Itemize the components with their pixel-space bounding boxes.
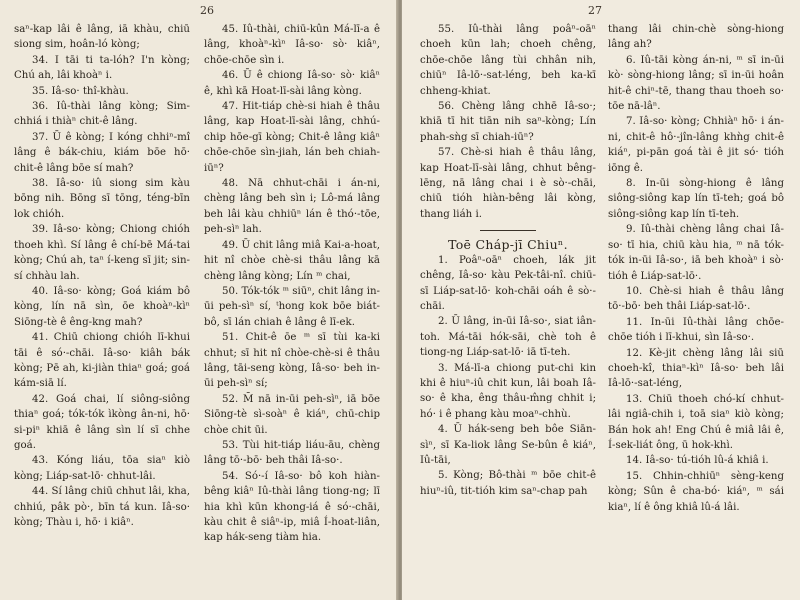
verse: 38. Iâ-so· iû siong sim kàu bōng nih. Bōng sī tōng, téng-bīn lok chióh. xyxy=(14,178,190,220)
verse: 35. Iâ-so· thî-khàu. xyxy=(32,85,129,97)
verse: 55. Iû-thài lâng poâⁿ-oāⁿ choeh kūn lah; choeh chêng, chōe-chōe lâng tùi chhân nih, chiūⁿ Iâ-lō·-sat-léng, beh ka-kī chheng-khiat. xyxy=(420,24,596,97)
verse: 7. Iâ-so· kòng; Chhiàⁿ hō· i án-ni, chit-ê hô·-jîn-lâng khǹg chit-ê kiáⁿ, pi-pān goá tài ê jit só· tióh iōng ê. xyxy=(608,116,784,174)
verse: 8. In-ūi sòng-hiong ê lâng siông-siông kap lín tī-teh; goá bô siông-siông kap lín tī-teh. xyxy=(608,178,784,220)
verse: 3. Má-lī-a chiong put-chi kin khi ê hiuⁿ-iû chit kun, lâi boah Iâ-so· ê kha, êng thâu-m̂ng chhit i; hó· i ê phang kàu moaⁿ-chhù. xyxy=(420,362,596,420)
verse: 49. Ū chit lâng miâ Kai-a-hoat, hit nî chòe chè-si thâu lâng kā chèng lâng kòng; Lín ᵐ chai, xyxy=(204,239,381,282)
right-column-1 xyxy=(420,22,596,499)
verse: 43. Kóng liáu, tōa siaⁿ kiò kòng; Liáp-sat-lō· chhut-lâi. xyxy=(14,455,190,482)
verse: 14. Iâ-so· tú-tióh lû-á khiâ i. xyxy=(626,455,769,467)
verse: 44. Sí lâng chiū chhut lâi, kha, chhiú, pâk pò·, bīn tá kun. Iâ-so· kòng; Thàu i, hō· i kiâⁿ. xyxy=(14,486,190,528)
verse: 39. Iâ-so· kòng; Chiong chióh thoeh khì. Sí lâng ê chí-bē Má-tai kòng; Chú ah, taⁿ í-keng sī jit; sin-sí chhàu lah. xyxy=(14,224,190,282)
verse: 10. Chè-si hiah ê thâu lâng tō·-bō· beh thâi Liáp-sat-lō·. xyxy=(608,285,784,313)
verse: 53. Tùi hit-tiáp liáu-āu, chèng lâng tō·-bō· beh thâi Iâ-so·. xyxy=(204,439,380,467)
verse: 54. Só·-í Iâ-so· bô koh hiàn-bêng kiâⁿ Iû-thài lâng tiong-ng; lī hia khì kūn khong-iá ê só·-chāi, kàu chit ê siâⁿ-ip, miâ Í-hoat-liân, kap hák-seng tiàm hia. xyxy=(204,470,380,544)
right-column-2 xyxy=(608,22,784,515)
verse: 1. Poâⁿ-oāⁿ choeh, lák jit chêng, Iâ-so· kàu Pek-tâi-nî. chiū-sī Liáp-sat-lō· koh-chāi oáh ê sò·-chāi. xyxy=(420,254,596,312)
verse: 51. Chit-ê ōe ᵐ sī tùi ka-ki chhut; sī hit nî chòe-chè-si ê thâu lâng, tāi-seng kòng, Iâ-so· beh in-ūi peh-sìⁿ sí; xyxy=(204,332,380,390)
verse: 41. Chiū chiong chióh lī-khui tāi ê só·-chāi. Iâ-so· kiâh bák kòng; Pē ah, ki-jiàn thiaⁿ goá; goá kám-siā lí. xyxy=(14,332,190,390)
chapter-title: Toē Cháp-jī Chiuⁿ. xyxy=(448,237,568,253)
verse: 13. Chiū thoeh chó-kí chhut-lâi ngiâ-chih i, toā siaⁿ kiò kòng; Bán hok ah! Eng Chú ê miâ lâi ê, Í-sek-liát ông, ū hok-khì. xyxy=(608,393,784,451)
verse: 34. I tāi ti ta-lóh? I'n kòng; Chú ah, lâi khoàⁿ i. xyxy=(14,54,190,82)
verse: 11. In-ūi Iû-thài lâng chōe-chōe tióh i lī-khui, sìn Iâ-so·. xyxy=(608,316,784,344)
verse: 46. Ū ê chiong Iâ-so· sò· kiâⁿ ê, khì kā Hoat-lī-sài lâng kòng. xyxy=(204,70,380,97)
verse: 37. Ū ê kòng; I kóng chhiⁿ-mî lâng ê bák-chiu, kiám bōe hō· chit-ê lâng bōe sí mah? xyxy=(14,131,190,174)
verse: 36. Iû-thài lâng kòng; Sim-chhiá i thiàⁿ chit-ê lâng. xyxy=(14,101,190,128)
verse: 5. Kòng; Bô-thài ᵐ bōe chit-ê hiuⁿ-iû, tit-tióh kim saⁿ-chap pah xyxy=(420,470,596,497)
verse: 2. Ū lâng, in-ūi Iâ-so·, siat iân-toh. Má-tāi hók-sāi, chè toh ê tiong-ng Liáp-sat-lō· iā tī-teh. xyxy=(420,316,596,359)
verse: 48. Nā chhut-chāi i án-ni, chèng lâng beh sìn i; Lô-má lâng beh lâi kàu chhiūⁿ lán ê thó·-tōe, peh-sìⁿ lah. xyxy=(204,178,380,236)
verse: 57. Chè-si hiah ê thâu lâng, kap Hoat-lī-sài lâng, chhut bêng-lēng, nā lâng chai i è sò·-chāi, chiū tióh hiàn-bêng lâi kòng, thang liáh i. xyxy=(420,147,596,220)
page-number: 26 xyxy=(200,4,214,17)
verse: 45. Iû-thài, chiū-kûn Má-lī-a ê lâng, khoàⁿ-kìⁿ Iâ-so· sò· kiâⁿ, chōe-chōe sìn i. xyxy=(204,24,380,66)
verse: 50. Tók-tók ᵐ siūⁿ, chit lâng in-ūi peh-sìⁿ sí, ᵗhong kok bōe biát-bô, sī lán chiah ê lâng ê lī-ek. xyxy=(204,285,380,328)
verse: 52. M̄ nā in-ūi peh-sìⁿ, iā bōe Siōng-tè sì-soàⁿ ê kiáⁿ, chū-chip chòe chit ūi. xyxy=(204,393,380,436)
right-page xyxy=(402,0,800,600)
verse: 56. Chèng lâng chhē Iâ-so·; khiā tī hit tiān nih saⁿ-kòng; Lín phah-sǹg sī chiah-iūⁿ? xyxy=(420,101,596,143)
page-number: 27 xyxy=(588,4,602,17)
section-divider xyxy=(480,230,536,231)
verse: 42. Goá chai, lí siông-siông thiaⁿ goá; tók-tók ìkòng ân-ni, hō· si-piⁿ khiā ê lâng sìn lí sī chhe goá. xyxy=(14,393,190,451)
left-column-1 xyxy=(14,22,190,530)
verse: 47. Hit-tiáp chè-si hiah ê thâu lâng, kap Hoat-lī-sài lâng, chhú-chip hōe-gī kòng; Chit-ê lâng kiâⁿ chōe-chōe sìn-jiah, lán beh chiah-iūⁿ? xyxy=(204,101,380,174)
verse: thang lâi chin-chè sòng-hiong lâng ah? xyxy=(608,24,784,51)
verse: saⁿ-kap lâi ê lâng, iā khàu, chiū siong sim, hoân-ló kòng; xyxy=(14,24,190,51)
verse: 12. Kè-jit chèng lâng lâi siū choeh-kî, thiaⁿ-kìⁿ Iâ-so· beh lâi Iâ-lō·-sat-léng, xyxy=(608,347,784,390)
verse: 6. Iû-tāi kòng án-ni, ᵐ sī in-ūi kò· sòng-hiong lâng; sī in-ūi hoân hit-ê chiⁿ-tē, thang thau thoeh so· tōe nā-lâⁿ. xyxy=(608,54,784,113)
verse: 4. Ū hák-seng beh bôe Siān-sìⁿ, sī Ka-liok lâng Se-bûn ê kiáⁿ, Iû-tāi, xyxy=(420,424,596,466)
verse: 9. Iû-thài chèng lâng chai Iâ-so· tī hia, chiū kàu hia, ᵐ nā tók-tók in-ūi Iâ-so·, iā beh khoàⁿ i sò· tióh ê Liáp-sat-lō·. xyxy=(608,224,784,282)
verse: 40. Iâ-so· kòng; Goá kiám bô kòng, lín nā sìn, ōe khoàⁿ-kìⁿ Siōng-tè ê êng-kng mah? xyxy=(14,285,190,328)
left-page xyxy=(0,0,398,600)
left-column-2 xyxy=(204,22,380,546)
verse: 15. Chhin-chhiūⁿ sèng-keng kòng; Sûn ê cha-bó· kiáⁿ, ᵐ sái kiaⁿ, lí ê ông khiâ lû-á lâi. xyxy=(608,470,784,513)
